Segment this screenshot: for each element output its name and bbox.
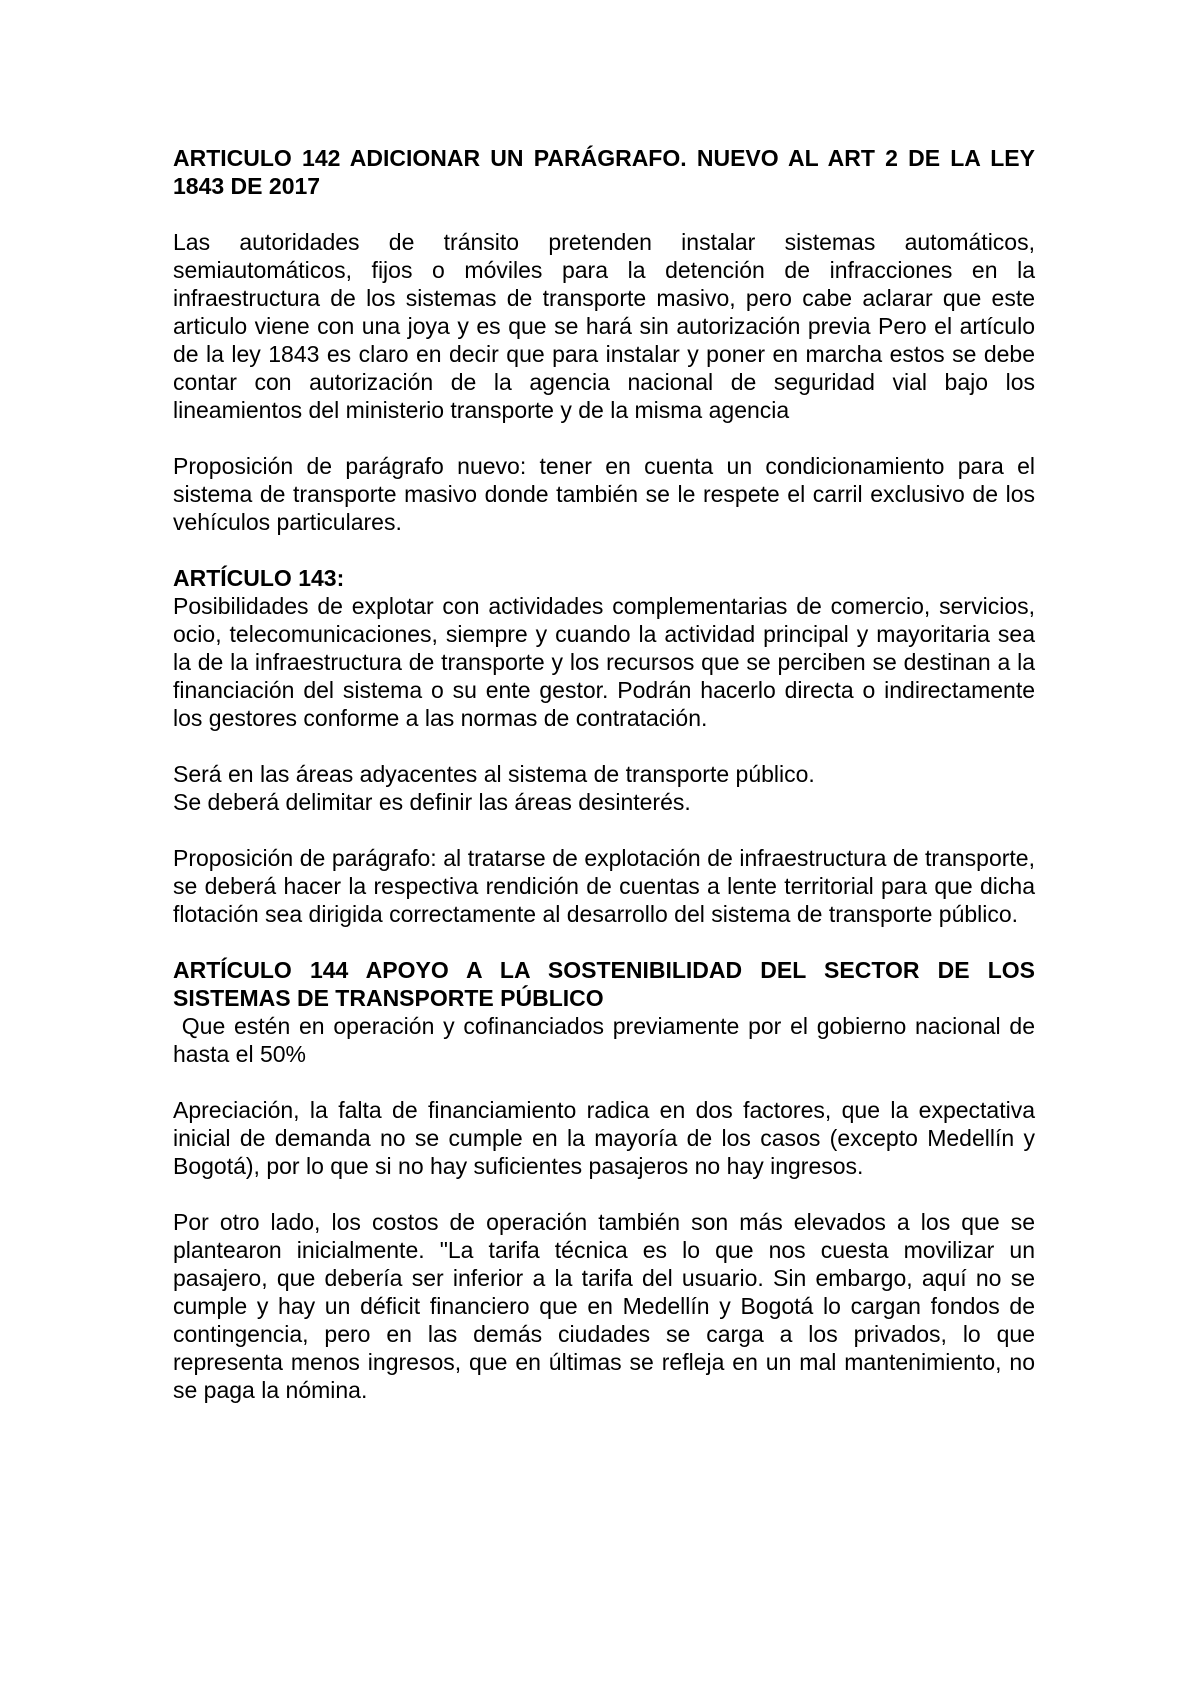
article-143-line-areas: Será en las áreas adyacentes al sistema de transporte público. — [173, 761, 815, 787]
article-143-heading: ARTÍCULO 143: — [173, 565, 345, 591]
article-142-proposal: Proposición de parágrafo nuevo: tener en cuenta un condicionamiento para el sistema de transporte masivo donde también se le respete el carril exclusivo de los vehículos particulares. — [173, 453, 1035, 535]
article-143-line-delimit: Se deberá delimitar es definir las áreas desinterés. — [173, 789, 691, 815]
article-144-costs: Por otro lado, los costos de operación también son más elevados a los que se plantearon inicialmente. "La tarifa técnica es lo que nos cuesta movilizar un pasajero, que debería ser inferior a la tarifa del usuario. Sin embargo, aquí no se cumple y hay un déficit financiero que en Medellín y Bogotá lo cargan fondos de contingencia, pero en las demás ciudades se carga a los privados, lo que representa menos ingresos, que en últimas se refleja en un mal mantenimiento, no se paga la nómina. — [173, 1209, 1035, 1403]
document-body — [173, 144, 1042, 1404]
article-144-appreciation: Apreciación, la falta de financiamiento radica en dos factores, que la expectativa inicial de demanda no se cumple en la mayoría de los casos (excepto Medellín y Bogotá), por lo que si no hay suficientes pasajeros no hay ingresos. — [173, 1097, 1035, 1179]
article-144-body: Que estén en operación y cofinanciados previamente por el gobierno nacional de hasta el 50% — [173, 1013, 1042, 1067]
article-143-proposal: Proposición de parágrafo: al tratarse de explotación de infraestructura de transporte, se deberá hacer la respectiva rendición de cuentas a lente territorial para que dicha flotación sea dirigida correctamente al desarrollo del sistema de transporte público. — [173, 845, 1035, 927]
article-142-body: Las autoridades de tránsito pretenden instalar sistemas automáticos, semiautomáticos, fijos o móviles para la detención de infracciones en la infraestructura de los sistemas de transporte masivo, pero cabe aclarar que este articulo viene con una joya y es que se hará sin autorización previa Pero el artículo de la ley 1843 es claro en decir que para instalar y poner en marcha estos se debe contar con autorización de la agencia nacional de seguridad vial bajo los lineamientos del ministerio transporte y de la misma agencia — [173, 229, 1035, 423]
article-142-heading: ARTICULO 142 ADICIONAR UN PARÁGRAFO. NUEVO AL ART 2 DE LA LEY 1843 DE 2017 — [173, 145, 1035, 199]
article-143-body: Posibilidades de explotar con actividades complementarias de comercio, servicios, ocio, telecomunicaciones, siempre y cuando la actividad principal y mayoritaria sea la de la infraestructura de transporte y los recursos que se perciben se destinan a la financiación del sistema o su ente gestor. Podrán hacerlo directa o indirectamente los gestores conforme a las normas de contratación. — [173, 593, 1035, 731]
article-144-heading: ARTÍCULO 144 APOYO A LA SOSTENIBILIDAD DEL SECTOR DE LOS SISTEMAS DE TRANSPORTE PÚBLICO — [173, 957, 1035, 1011]
